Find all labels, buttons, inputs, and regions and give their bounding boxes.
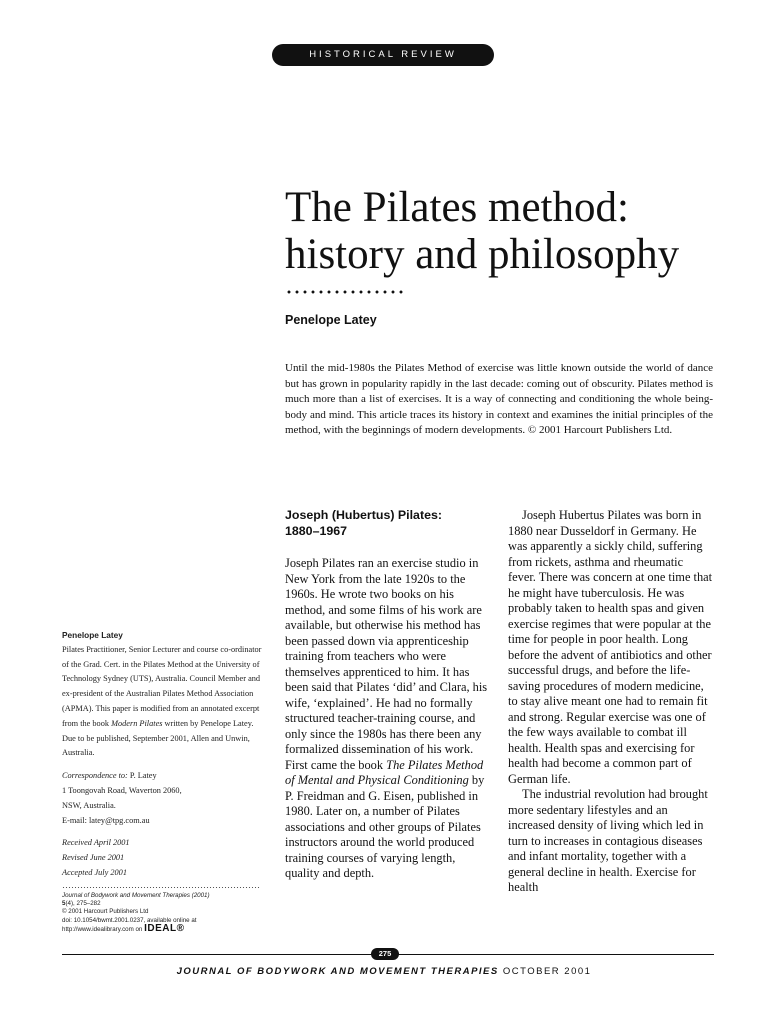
title-line-2: history and philosophy (285, 231, 680, 278)
footer-date: OCTOBER 2001 (502, 966, 592, 977)
book-title: The Pilates Method of Mental and Physical Conditioning (285, 757, 484, 787)
received-date (62, 836, 262, 851)
section-banner: HISTORICAL REVIEW (272, 44, 494, 66)
meta-copyright: © 2001 Harcourt Publishers Ltd (62, 908, 149, 916)
correspondence (62, 769, 262, 784)
author-sidebar (62, 628, 262, 934)
ideal-logo: IDEAL® (144, 922, 185, 934)
publication-meta (62, 892, 262, 934)
body-paragraph-1: Joseph Hubertus Pilates was born in 1880 near Dusseldorf in Germany. He was apparently a sickly child, suffering from rickets, asthma and rheumatic fever. There was concern at one time that he might have tuberculosis. He was probably taken to health spas and given exercise regimes that were popular at the time for people in poor health. Long before the advent of antibiotics and other successful drugs, and before the life-saving procedures of modern medicine, to stay alive meant one had to remain fit and strong. Regular exercise was one of the few ways available to combat ill health. Health spas and exercising for health had become a common part of German life. (508, 508, 713, 786)
sidebar-author-name: Penelope Latey (62, 630, 123, 640)
column-1 (285, 508, 491, 882)
address-line-1: 1 Toongovah Road, Waverton 2060, (62, 785, 182, 795)
body-paragraph (285, 556, 491, 882)
page-number: 275 (371, 948, 399, 960)
meta-journal (62, 892, 262, 900)
footer-journal: JOURNAL OF BODYWORK AND MOVEMENT THERAPIES (176, 966, 499, 977)
correspondence-name: P. Latey (127, 771, 157, 781)
received-text: Received April 2001 (62, 838, 130, 848)
meta-doi: doi: 10.1054/bwmt.2001.0237, available online at (62, 916, 197, 924)
title-line-1: The Pilates method: (285, 184, 629, 231)
accepted-text: Accepted July 2001 (62, 867, 127, 877)
meta-volume-number: 5 (62, 900, 66, 908)
meta-url[interactable]: http://www.idealibrary.com on (62, 925, 143, 933)
article-title (285, 184, 755, 278)
abstract: Until the mid-1980s the Pilates Method of exercise was little known outside the world of dance but has grown in popularity rapidly in the last decade: coming out of obscurity. Pilates method is much more than a list of exercises. It is a way of connecting and conditioning the whole being-body and mind. This article traces its history in context and examines the initial principles of the method, with the beginnings of modern developments. © 2001 Harcourt Publishers Ltd. (285, 362, 713, 436)
section-heading-line-1: Joseph (Hubertus) Pilates: (285, 508, 442, 522)
body-text: by P. Freidman and G. Eisen, published in 1980. Later on, a number of Pilates associations and other groups of Pilates instructors around the world produced training courses of varying length, quality and depth. (285, 773, 485, 880)
section-heading (285, 508, 491, 539)
correspondence-label: Correspondence to: (62, 771, 128, 781)
meta-volume (62, 900, 262, 908)
bio-text: Pilates Practitioner, Senior Lecturer and course co-ordinator of the Grad. Cert. in the Pilates Method at the University of Technology Sydney (UTS), Australia. Council Member and ex-president of the Australian Pilates Method Association (APMA). This paper is modified from an annotated excerpt from the book (62, 644, 262, 728)
column-2 (508, 508, 714, 896)
dotted-divider (285, 290, 405, 294)
accepted-date (62, 866, 262, 881)
body-text: Joseph Pilates ran an exercise studio in New York from the late 1920s to the 1960s. He wrote two books on his method, and some films of his work are available, but otherwise his method has been passed down via apprenticeship training from teachers who were themselves apprenticed to him. It has been said that Pilates ‘did’ and Clara, his wife, ‘explained’. He had no formally structured teacher-training course, and only since the 1980s has there been any formalized dissemination of his work. First came the book (285, 556, 488, 772)
bio-book-title: Modern Pilates (111, 718, 163, 728)
dotted-separator (62, 887, 260, 888)
revised-text: Revised June 2001 (62, 853, 125, 863)
section-heading-line-2: 1880–1967 (285, 523, 348, 538)
revised-date (62, 851, 262, 866)
footer (0, 966, 768, 977)
author-bio (62, 643, 262, 761)
meta-journal-text: Journal of Bodywork and Movement Therapies (2001) (62, 891, 210, 899)
email: E-mail: latey@tpg.com.au (62, 815, 150, 825)
address-line-2: NSW, Australia. (62, 800, 116, 810)
author-name: Penelope Latey (285, 313, 377, 327)
meta-url-line (62, 922, 262, 934)
bio-text: written by Penelope Latey. Due to be published, September 2001, Allen and Unwin, Australia. (62, 718, 254, 758)
body-paragraph-2: The industrial revolution had brought more sedentary lifestyles and an increased density of living which led in turn to increases in contagious diseases and infant mortality, together with a general decline in health. Exercise for health (508, 787, 708, 894)
meta-issue: (4), 275–282 (65, 900, 101, 908)
